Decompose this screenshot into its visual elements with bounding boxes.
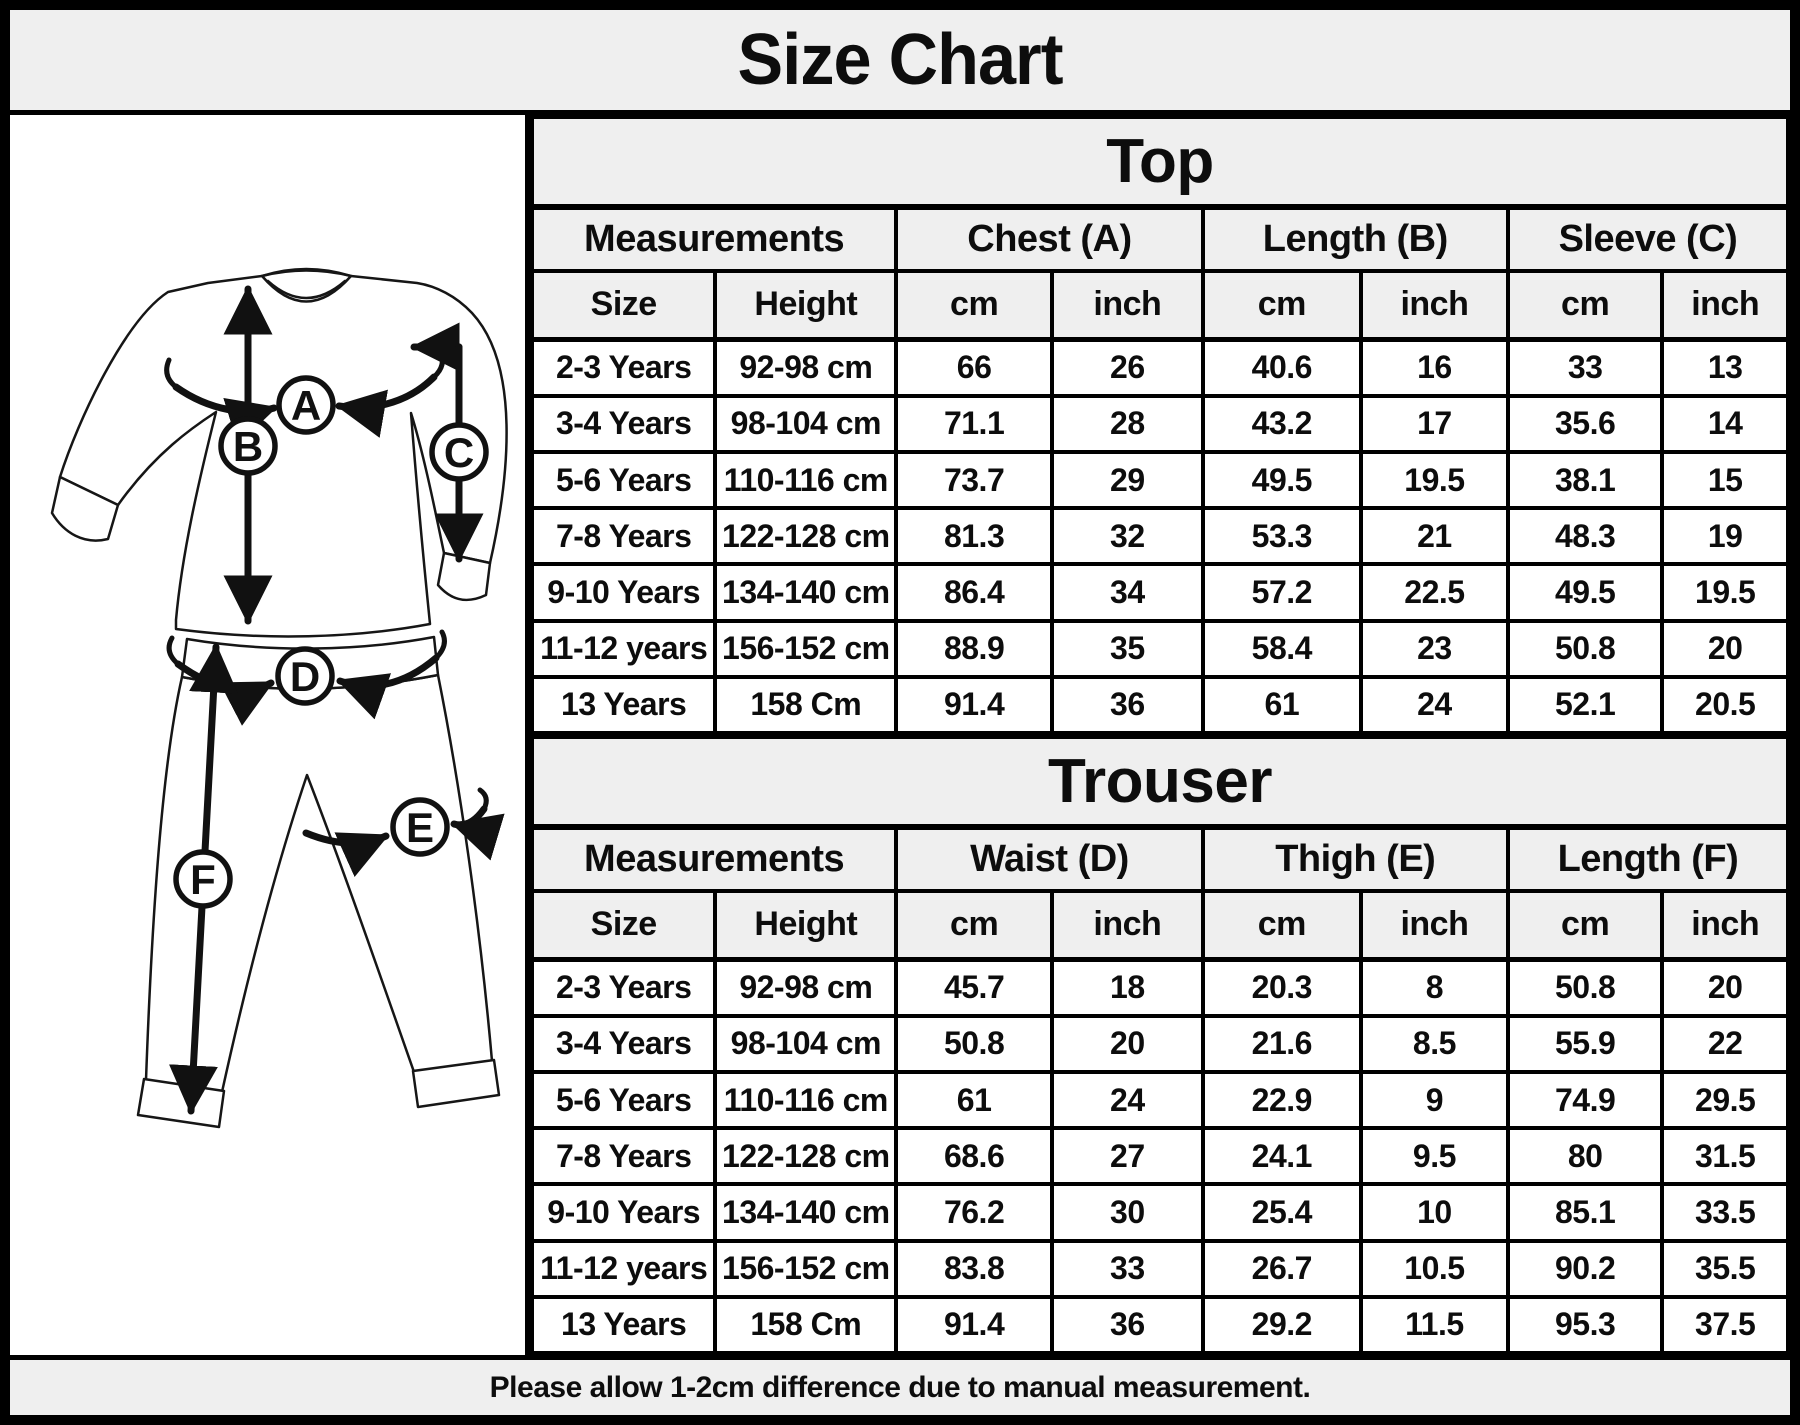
table-cell: 58.4	[1203, 621, 1361, 677]
footer-bar	[10, 1360, 1790, 1415]
table-cell: 49.5	[1508, 564, 1662, 620]
table-cell: 24.1	[1203, 1128, 1361, 1184]
group-header-row	[532, 207, 1788, 271]
table-cell: 53.3	[1203, 508, 1361, 564]
table-cell: 28	[1052, 396, 1203, 452]
table-row	[532, 396, 1788, 452]
table-cell: 19.5	[1662, 564, 1788, 620]
measure-label-f: F	[190, 856, 216, 903]
column-header: Height	[715, 891, 896, 959]
table-cell: 23	[1361, 621, 1508, 677]
table-row	[532, 1072, 1788, 1128]
table-cell: 22	[1662, 1016, 1788, 1072]
table-cell: 8.5	[1361, 1016, 1508, 1072]
garment-diagram-panel	[10, 115, 525, 1355]
table-cell: 21.6	[1203, 1016, 1361, 1072]
table-cell: 122-128 cm	[715, 1128, 896, 1184]
table-cell: 37.5	[1662, 1297, 1788, 1353]
table-cell: 36	[1052, 677, 1203, 733]
group-header: Thigh (E)	[1203, 827, 1508, 891]
table-cell: 26	[1052, 339, 1203, 396]
table-cell: 26.7	[1203, 1241, 1361, 1297]
table-cell: 76.2	[896, 1184, 1052, 1240]
table-cell: 85.1	[1508, 1184, 1662, 1240]
table-row	[532, 677, 1788, 733]
table-cell: 33	[1052, 1241, 1203, 1297]
content-area	[10, 115, 1790, 1355]
group-header-row	[532, 827, 1788, 891]
column-header: Height	[715, 271, 896, 339]
table-cell: 25.4	[1203, 1184, 1361, 1240]
table-cell: 80	[1508, 1128, 1662, 1184]
table-cell: 73.7	[896, 452, 1052, 508]
table-cell: 57.2	[1203, 564, 1361, 620]
table-cell: 19.5	[1361, 452, 1508, 508]
table-row	[532, 452, 1788, 508]
table-cell: 11-12 years	[532, 621, 715, 677]
table-cell: 83.8	[896, 1241, 1052, 1297]
table-cell: 88.9	[896, 621, 1052, 677]
column-header-row	[532, 271, 1788, 339]
table-cell: 20	[1052, 1016, 1203, 1072]
table-cell: 9	[1361, 1072, 1508, 1128]
table-cell: 5-6 Years	[532, 452, 715, 508]
measure-label-a: A	[290, 382, 322, 429]
table-cell: 3-4 Years	[532, 1016, 715, 1072]
table-cell: 22.9	[1203, 1072, 1361, 1128]
table-row	[532, 508, 1788, 564]
group-header: Length (F)	[1508, 827, 1788, 891]
table-cell: 24	[1052, 1072, 1203, 1128]
title-bar	[10, 10, 1790, 110]
column-header-row	[532, 891, 1788, 959]
table-row	[532, 1241, 1788, 1297]
table-cell: 2-3 Years	[532, 959, 715, 1016]
page-title: Size Chart	[737, 20, 1063, 100]
table-row	[532, 959, 1788, 1016]
column-header: cm	[1508, 271, 1662, 339]
column-header: cm	[1203, 891, 1361, 959]
column-header: Size	[532, 271, 715, 339]
table-cell: 35.6	[1508, 396, 1662, 452]
table-cell: 49.5	[1203, 452, 1361, 508]
table-cell: 38.1	[1508, 452, 1662, 508]
table-cell: 86.4	[896, 564, 1052, 620]
table-cell: 5-6 Years	[532, 1072, 715, 1128]
table-cell: 7-8 Years	[532, 508, 715, 564]
table-cell: 9.5	[1361, 1128, 1508, 1184]
table-cell: 33	[1508, 339, 1662, 396]
column-header: cm	[896, 891, 1052, 959]
table-cell: 17	[1361, 396, 1508, 452]
table-row	[532, 1128, 1788, 1184]
table-cell: 92-98 cm	[715, 339, 896, 396]
table-cell: 31.5	[1662, 1128, 1788, 1184]
table-cell: 13 Years	[532, 1297, 715, 1353]
table-cell: 10	[1361, 1184, 1508, 1240]
table-row	[532, 621, 1788, 677]
table-cell: 48.3	[1508, 508, 1662, 564]
measure-label-b: B	[232, 423, 264, 470]
trouser-size-table	[530, 735, 1790, 1355]
column-header: inch	[1361, 891, 1508, 959]
table-cell: 15	[1662, 452, 1788, 508]
table-row	[532, 339, 1788, 396]
table-cell: 158 Cm	[715, 1297, 896, 1353]
table-cell: 61	[896, 1072, 1052, 1128]
table-cell: 9-10 Years	[532, 1184, 715, 1240]
table-cell: 14	[1662, 396, 1788, 452]
table-cell: 19	[1662, 508, 1788, 564]
table-cell: 122-128 cm	[715, 508, 896, 564]
table-cell: 13	[1662, 339, 1788, 396]
measure-label-c: C	[443, 429, 475, 476]
table-cell: 156-152 cm	[715, 1241, 896, 1297]
table-cell: 36	[1052, 1297, 1203, 1353]
table-cell: 40.6	[1203, 339, 1361, 396]
garment-diagram	[10, 115, 525, 1355]
table-cell: 156-152 cm	[715, 621, 896, 677]
table-cell: 27	[1052, 1128, 1203, 1184]
table-cell: 29	[1052, 452, 1203, 508]
table-row	[532, 1016, 1788, 1072]
table-cell: 61	[1203, 677, 1361, 733]
table-cell: 24	[1361, 677, 1508, 733]
table-cell: 50.8	[1508, 959, 1662, 1016]
footer-note: Please allow 1-2cm difference due to manual measurement.	[489, 1370, 1311, 1404]
table-cell: 45.7	[896, 959, 1052, 1016]
measure-label-e: E	[405, 804, 435, 851]
table-cell: 16	[1361, 339, 1508, 396]
section-header-row	[532, 117, 1788, 207]
group-header: Sleeve (C)	[1508, 207, 1788, 271]
group-header: Waist (D)	[896, 827, 1202, 891]
table-cell: 158 Cm	[715, 677, 896, 733]
table-cell: 90.2	[1508, 1241, 1662, 1297]
group-header: Measurements	[532, 207, 896, 271]
column-header: inch	[1361, 271, 1508, 339]
section-title: Trouser	[532, 737, 1788, 827]
column-header: cm	[1203, 271, 1361, 339]
table-cell: 2-3 Years	[532, 339, 715, 396]
table-row	[532, 1184, 1788, 1240]
column-header: inch	[1052, 891, 1203, 959]
top-size-table	[530, 115, 1790, 735]
waist-arc-curl-left	[169, 638, 178, 664]
table-cell: 110-116 cm	[715, 1072, 896, 1128]
table-cell: 74.9	[1508, 1072, 1662, 1128]
table-cell: 20.3	[1203, 959, 1361, 1016]
table-cell: 134-140 cm	[715, 564, 896, 620]
table-cell: 9-10 Years	[532, 564, 715, 620]
table-cell: 32	[1052, 508, 1203, 564]
table-row	[532, 1297, 1788, 1353]
table-row	[532, 564, 1788, 620]
column-header: inch	[1662, 891, 1788, 959]
group-header: Chest (A)	[896, 207, 1202, 271]
column-header: inch	[1052, 271, 1203, 339]
table-cell: 10.5	[1361, 1241, 1508, 1297]
table-cell: 55.9	[1508, 1016, 1662, 1072]
table-cell: 50.8	[1508, 621, 1662, 677]
table-cell: 21	[1361, 508, 1508, 564]
table-cell: 8	[1361, 959, 1508, 1016]
table-cell: 30	[1052, 1184, 1203, 1240]
table-cell: 52.1	[1508, 677, 1662, 733]
measure-label-d: D	[289, 653, 321, 700]
right-cuff	[438, 553, 490, 600]
table-cell: 34	[1052, 564, 1203, 620]
table-cell: 71.1	[896, 396, 1052, 452]
table-cell: 3-4 Years	[532, 396, 715, 452]
table-cell: 92-98 cm	[715, 959, 896, 1016]
table-cell: 91.4	[896, 1297, 1052, 1353]
table-cell: 7-8 Years	[532, 1128, 715, 1184]
table-cell: 29.5	[1662, 1072, 1788, 1128]
column-header: cm	[896, 271, 1052, 339]
table-cell: 13 Years	[532, 677, 715, 733]
column-header: inch	[1662, 271, 1788, 339]
table-cell: 35.5	[1662, 1241, 1788, 1297]
table-cell: 50.8	[896, 1016, 1052, 1072]
section-header-row	[532, 737, 1788, 827]
table-cell: 29.2	[1203, 1297, 1361, 1353]
table-cell: 22.5	[1361, 564, 1508, 620]
table-cell: 98-104 cm	[715, 396, 896, 452]
column-header: Size	[532, 891, 715, 959]
group-header: Length (B)	[1203, 207, 1508, 271]
waist-arc-curl-right	[436, 632, 444, 658]
table-cell: 33.5	[1662, 1184, 1788, 1240]
table-cell: 18	[1052, 959, 1203, 1016]
table-cell: 66	[896, 339, 1052, 396]
table-cell: 98-104 cm	[715, 1016, 896, 1072]
table-cell: 43.2	[1203, 396, 1361, 452]
tables-panel	[530, 115, 1790, 1355]
table-cell: 81.3	[896, 508, 1052, 564]
group-header: Measurements	[532, 827, 896, 891]
table-cell: 95.3	[1508, 1297, 1662, 1353]
table-cell: 110-116 cm	[715, 452, 896, 508]
column-header: cm	[1508, 891, 1662, 959]
thigh-arc-curl-right	[480, 790, 486, 809]
table-cell: 91.4	[896, 677, 1052, 733]
table-cell: 11-12 years	[532, 1241, 715, 1297]
table-cell: 20	[1662, 959, 1788, 1016]
table-cell: 68.6	[896, 1128, 1052, 1184]
table-cell: 134-140 cm	[715, 1184, 896, 1240]
table-cell: 20.5	[1662, 677, 1788, 733]
table-cell: 20	[1662, 621, 1788, 677]
table-cell: 35	[1052, 621, 1203, 677]
table-cell: 11.5	[1361, 1297, 1508, 1353]
section-title: Top	[532, 117, 1788, 207]
